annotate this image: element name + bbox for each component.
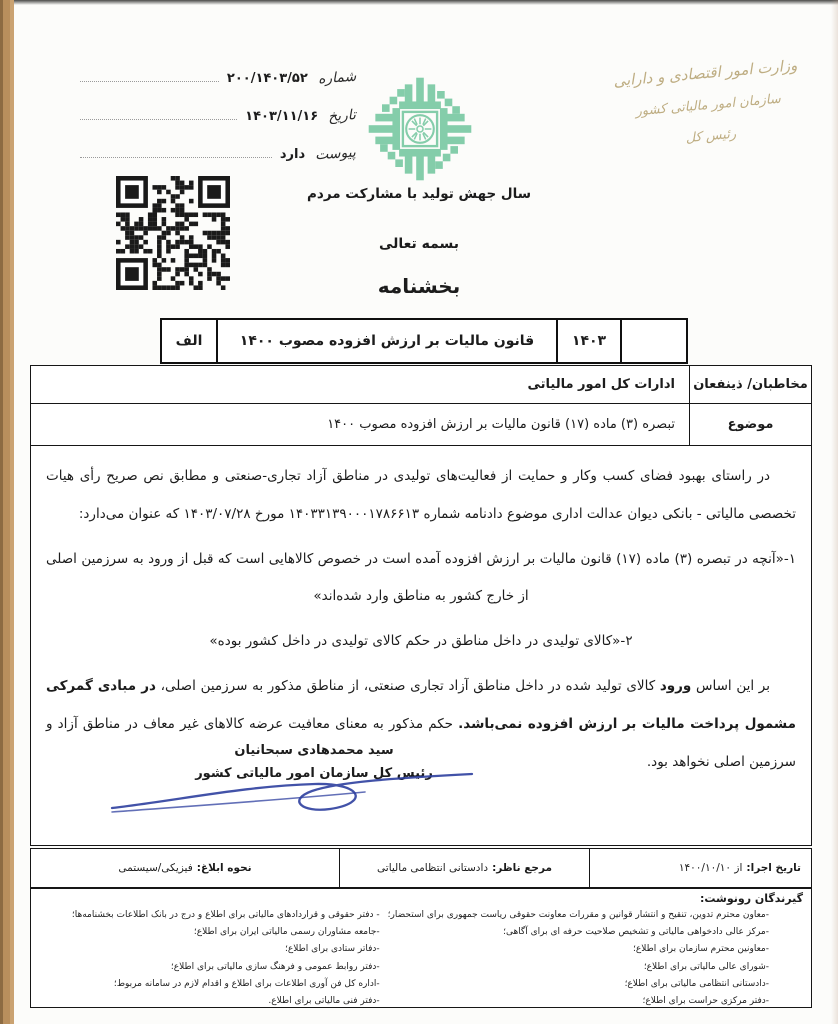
body-paragraph-2: ۱-«آنچه در تبصره (۳) ماده (۱۷) قانون مالیات بر ارزش افزوده آمده است در خصوص کالاهایی است که قبل از ورود به سرزمین اصلی از خارج کشور به مناطق وارد شده‌اند»	[46, 550, 797, 605]
scan-right-shadow	[831, 0, 838, 1024]
footer-info-row	[30, 848, 812, 888]
circular-body-text	[31, 446, 811, 781]
supervising-authority-cell	[339, 849, 589, 887]
date-label: تاریخ	[327, 107, 357, 125]
ministry-letterhead	[589, 54, 827, 154]
date-value: ۱۴۰۳/۱۱/۱۶	[245, 109, 319, 124]
notification-method-label: نحوه ابلاغ:	[196, 862, 252, 874]
execution-date-label: تاریخ اجرا:	[746, 862, 801, 874]
year-slogan: سال جهش تولید با مشارکت مردم	[307, 186, 531, 202]
signer-title: رئیس کل سازمان امور مالیاتی کشور	[195, 765, 433, 781]
copy-recipients-box	[30, 888, 812, 1008]
supervising-authority-label: مرجع ناظر:	[492, 862, 552, 874]
signer-name: سید محمدهادی سبحانیان	[234, 743, 394, 758]
classification-empty-cell	[622, 318, 688, 364]
recipients-label: مخاطبان/ ذینفعان	[689, 366, 811, 403]
handwritten-signature	[110, 772, 478, 820]
classification-letter-cell: الف	[160, 318, 218, 364]
recipients-row	[31, 366, 811, 404]
recipients-value: ادارات کل امور مالیاتی	[527, 377, 675, 392]
copy-recipient-item: -دفتر فنی مالیاتی برای اطلاع.	[268, 996, 380, 1007]
page-spine-edge	[0, 0, 14, 1024]
copy-recipient-item: -شورای عالی مالیاتی برای اطلاع؛	[643, 961, 769, 972]
copy-recipient-item: -مرکز عالی دادخواهی مالیاتی و تشخیص صلاحیت حرفه ای برای آگاهی؛	[503, 927, 769, 938]
classification-title-cell: قانون مالیات بر ارزش افزوده مصوب ۱۴۰۰	[218, 318, 556, 364]
office-name: رئیس کل	[684, 126, 737, 147]
letter-date-row	[80, 98, 356, 124]
subject-label: موضوع	[689, 404, 811, 445]
copy-recipient-item: -دادستانی انتظامی مالیاتی برای اطلاع؛	[624, 978, 769, 989]
copy-recipients-heading: گیرندگان رونوشت:	[699, 892, 803, 905]
scan-top-shadow	[0, 0, 838, 5]
copy-recipient-item: -معاون محترم تدوین، تنقیح و انتشار قوانین و مقررات معاونت حقوقی ریاست جمهوری برای استحضار؛	[387, 910, 769, 920]
letter-attachment-row	[80, 136, 356, 162]
supervising-authority-value: دادستانی انتظامی مالیاتی	[377, 862, 489, 874]
copy-recipient-item: - دفتر حقوقی و قراردادهای مالیاتی برای اطلاع و درج در بانک اطلاعات بخشنامه‌ها؛	[71, 910, 380, 920]
body-paragraph-1: در راستای بهبود فضای کسب وکار و حمایت از فعالیت‌های تولیدی در مناطق آزاد تجاری-صنعتی و مطابق نص صریح رأی هیات تخصصی مالیاتی - بانکی دیوان عدالت اداری موضوع دادنامه شماره ۱۴۰۳۳۱۳۹۰۰۰۱۷۸۶۶۱۳ مورخ ۱۴۰۳/۰۷/۲۸ که عنوان می‌دارد:	[46, 468, 796, 522]
number-value: ۲۰۰/۱۴۰۳/۵۲	[226, 71, 308, 86]
number-label: شماره	[317, 68, 357, 88]
attachment-value: دارد	[279, 147, 306, 162]
basmala-text: بسمه تعالی	[378, 236, 460, 252]
classification-strip	[160, 318, 688, 364]
document-type-title: بخشنامه	[377, 274, 461, 298]
letter-number-row	[80, 60, 356, 86]
execution-date-cell	[589, 849, 811, 887]
dotted-line	[80, 81, 219, 82]
copy-recipients-column-right	[384, 907, 803, 1010]
body-paragraph-3: ۲-«کالای تولیدی در داخل مناطق در حکم کالای تولیدی در داخل کشور بوده»	[209, 633, 633, 650]
subject-value: تبصره (۳) ماده (۱۷) قانون مالیات بر ارزش افزوده مصوب ۱۴۰۰	[327, 417, 675, 432]
copy-recipient-item: -اداره کل فن آوری اطلاعات برای اطلاع و اقدام لازم در سامانه مربوط؛	[113, 978, 380, 989]
subject-row	[31, 404, 811, 446]
dotted-line	[80, 157, 272, 158]
copy-recipient-item: -دفتر روابط عمومی و فرهنگ سازی مالیاتی برای اطلاع؛	[170, 961, 380, 972]
ministry-name: وزارت امور اقتصادی و دارایی	[612, 56, 798, 91]
execution-date-value: از ۱۴۰۰/۱۰/۱۰	[678, 862, 743, 874]
dotted-line	[80, 119, 237, 120]
copy-recipient-item: -معاونین محترم سازمان برای اطلاع؛	[633, 944, 769, 955]
notification-method-value: فیزیکی/سیستمی	[118, 862, 193, 874]
copy-recipient-item: -دفتر مرکزی حراست برای اطلاع؛	[642, 996, 769, 1007]
organization-name: سازمان امور مالیاتی کشور	[634, 91, 782, 120]
body-paragraph-4: بر این اساس ورود کالای تولید شده در داخل مناطق آزاد تجاری صنعتی، از مناطق مذکور به سرزمین اصلی، در مبادی گمرکی مشمول پرداخت مالیات بر ارزش افزوده نمی‌باشد. حکم مذکور به معنای معافیت عرضه کالاهای غیر معاف در مناطق آزاد و سرزمین اصلی نخواهد بود.	[46, 677, 797, 770]
copy-recipient-item: -جامعه مشاوران رسمی مالیاتی ایران برای اطلاع؛	[193, 927, 380, 938]
attachment-label: پیوست	[314, 144, 357, 164]
copy-recipients-column-left	[35, 907, 384, 1010]
notification-method-cell	[31, 849, 339, 887]
copy-recipients-columns	[35, 907, 803, 1010]
classification-year-cell: ۱۴۰۳	[556, 318, 622, 364]
copy-recipient-item: -دفاتر ستادی برای اطلاع؛	[284, 944, 380, 955]
letter-meta-block	[80, 60, 356, 174]
tax-administration-emblem-icon	[360, 72, 480, 186]
